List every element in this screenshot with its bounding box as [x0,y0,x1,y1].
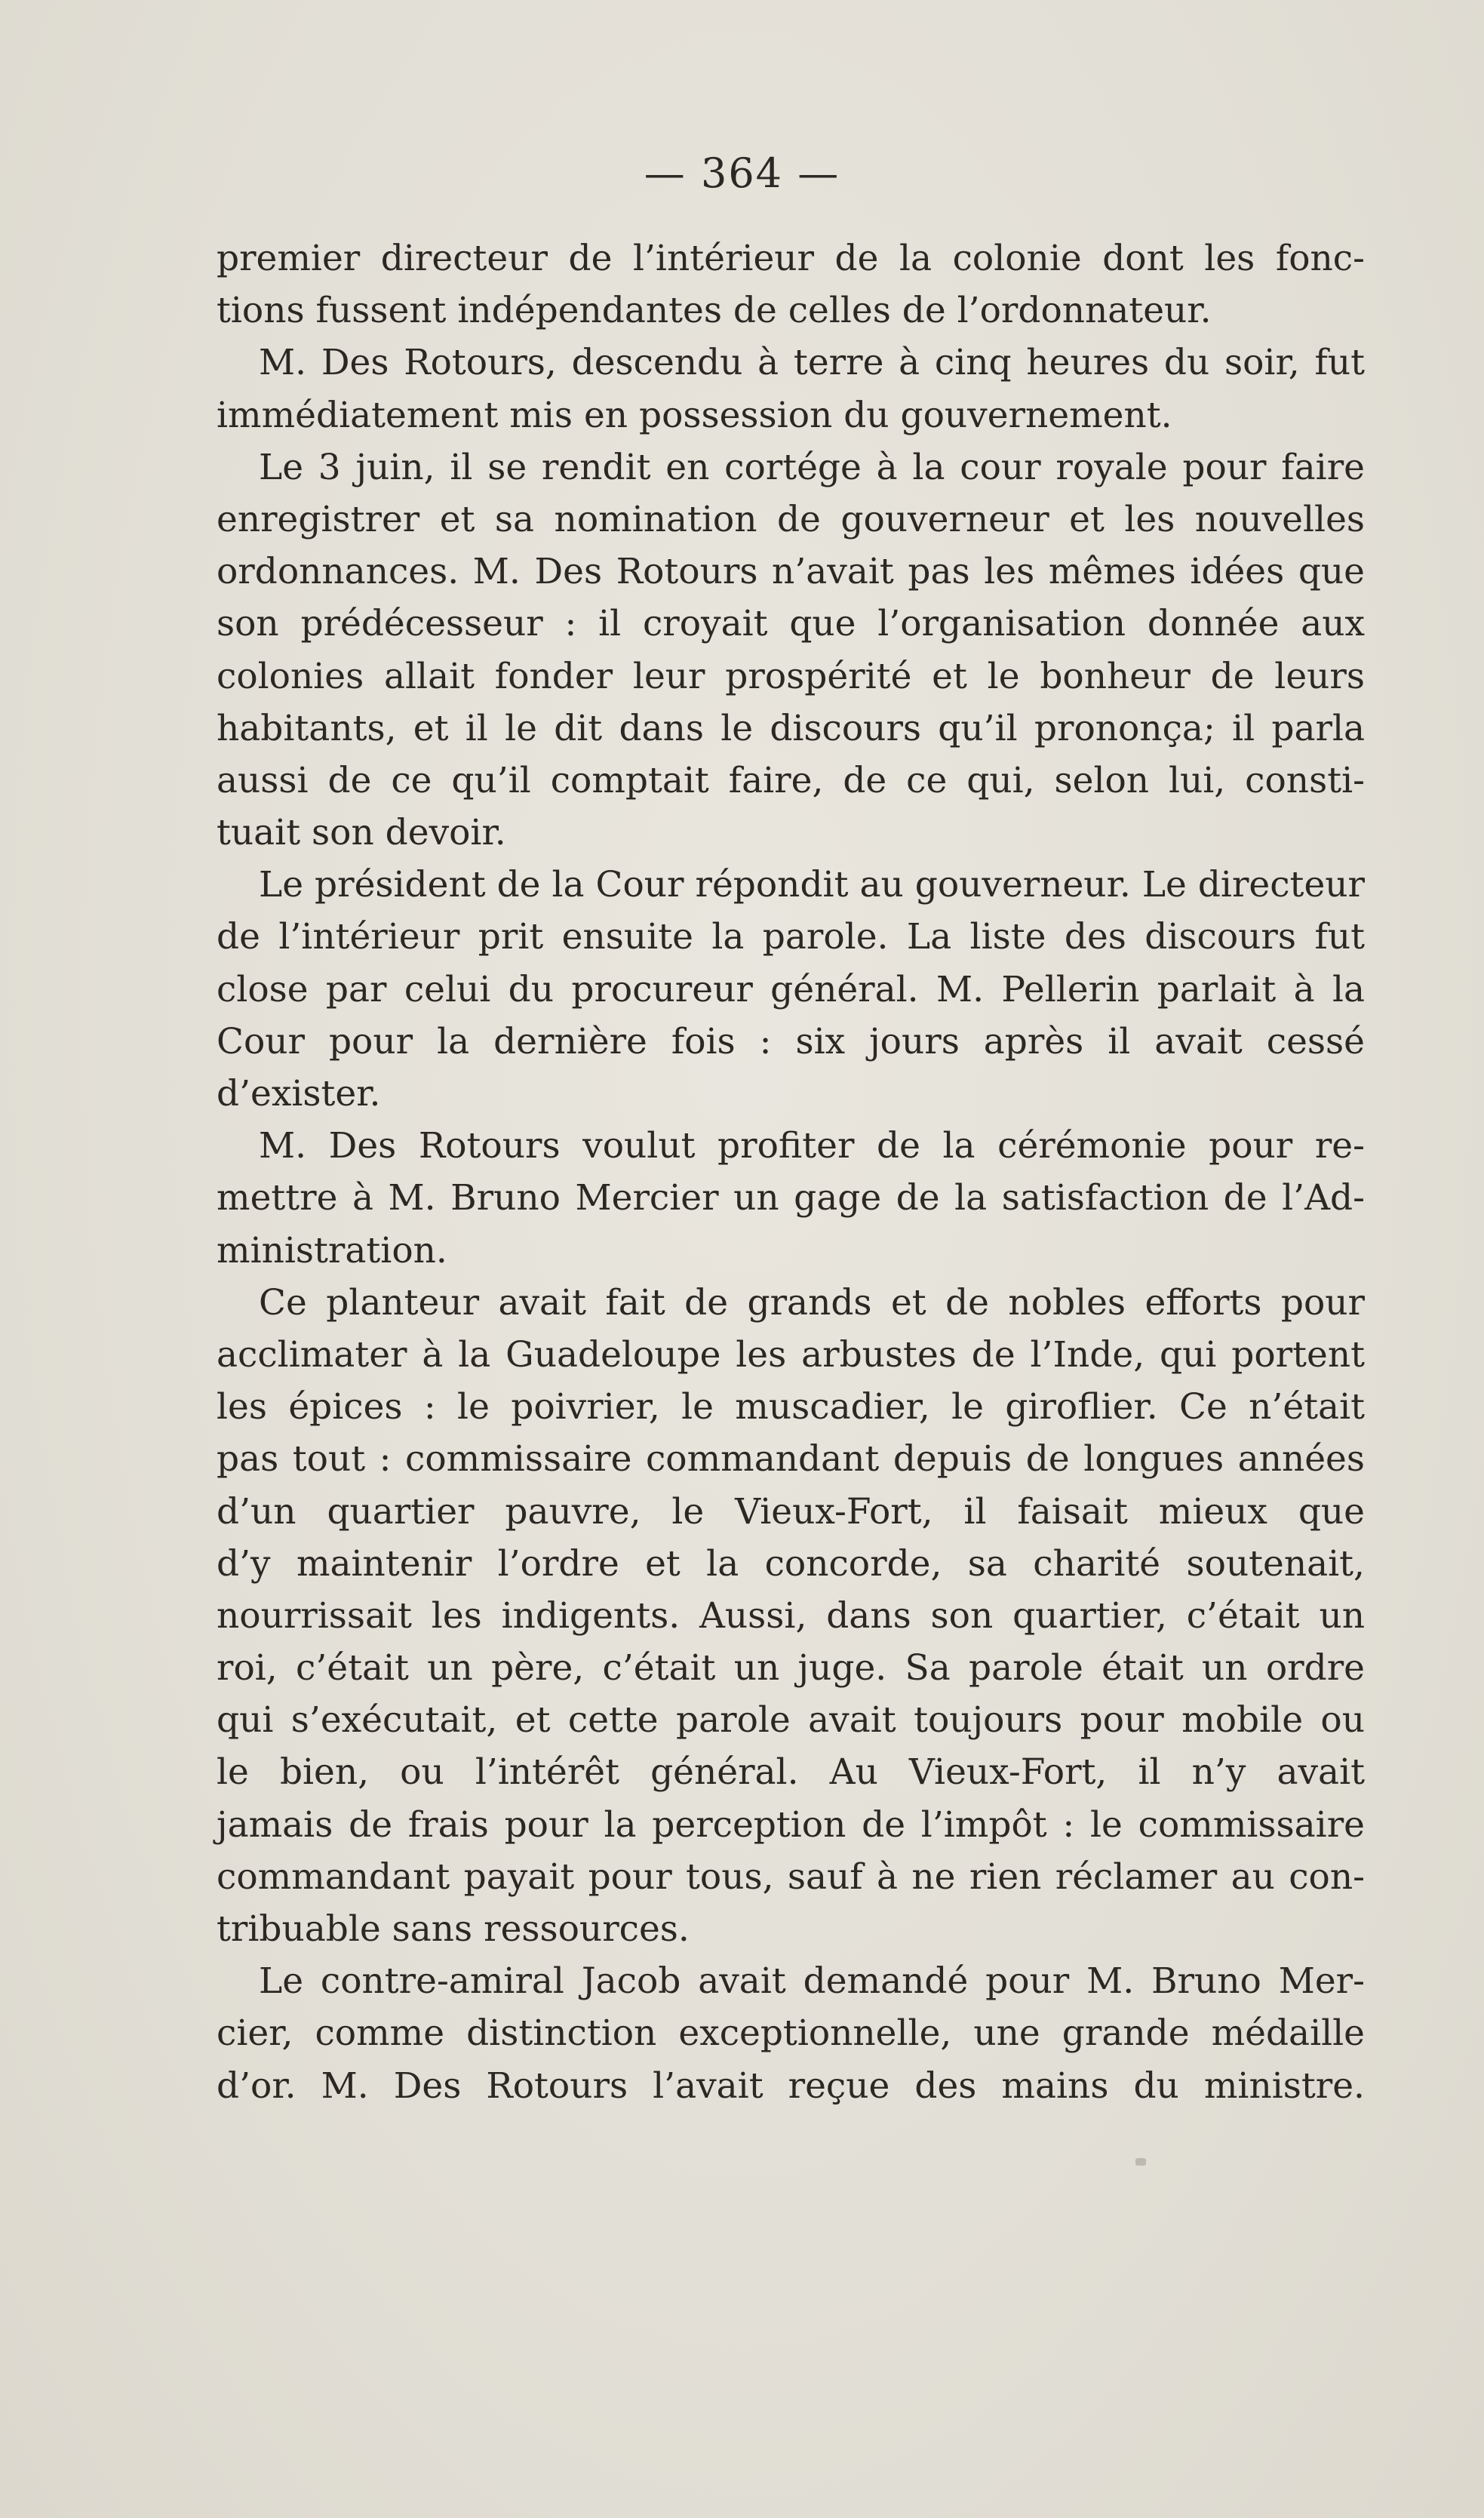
ink-speck [1135,2158,1146,2166]
text-line: habitants, et il le dit dans le discours qu’il prononça; il parla [217,707,1365,749]
text-line: son prédécesseur : il croyait que l’organisation donnée aux [217,603,1365,645]
text-line: ordonnances. M. Des Rotours n’avait pas les mêmes idées que [217,551,1365,593]
text-line: jamais de frais pour la perception de l’impôt : le commissaire [217,1803,1365,1846]
text-line: aussi de ce qu’il comptait faire, de ce qui, selon lui, consti- [217,759,1365,801]
text-line: Le président de la Cour répondit au gouverneur. Le directeur [259,864,1365,906]
text-line: tions fussent indépendantes de celles de l’ordonnateur. [217,290,1212,332]
text-line: les épices : le poivrier, le muscadier, le giroflier. Ce n’était [217,1386,1365,1428]
text-line: Cour pour la dernière fois : six jours après il avait cessé [217,1020,1365,1062]
text-line: le bien, ou l’intérêt général. Au Vieux-Fort, il n’y avait [217,1751,1365,1794]
text-line: Ce planteur avait fait de grands et de nobles efforts pour [259,1281,1365,1324]
text-line: Le 3 juin, il se rendit en cortége à la cour royale pour faire [259,446,1365,488]
text-line: enregistrer et sa nomination de gouverneur et les nouvelles [217,498,1365,540]
text-line: Le contre-amiral Jacob avait demandé pour M. Bruno Mer- [259,1960,1365,2003]
text-line: qui s’exécutait, et cette parole avait toujours pour mobile ou [217,1699,1365,1742]
text-line: tuait son devoir. [217,812,506,854]
text-line: de l’intérieur prit ensuite la parole. La liste des discours fut [217,916,1365,958]
text-line: immédiatement mis en possession du gouvernement. [217,394,1172,436]
text-line: M. Des Rotours, descendu à terre à cinq heures du soir, fut [259,342,1365,384]
text-line: mettre à M. Bruno Mercier un gage de la satisfaction de l’Ad- [217,1177,1365,1219]
text-line: d’un quartier pauvre, le Vieux-Fort, il faisait mieux que [217,1490,1365,1533]
text-line: colonies allait fonder leur prospérité et le bonheur de leurs [217,655,1365,697]
text-line: premier directeur de l’intérieur de la colonie dont les fonc- [217,238,1365,279]
text-line: d’y maintenir l’ordre et la concorde, sa charité soutenait, [217,1542,1365,1585]
text-line: ministration. [217,1229,447,1271]
text-line: d’or. M. Des Rotours l’avait reçue des mains du ministre. [217,2065,1365,2107]
text-line: close par celui du procureur général. M. Pellerin parlait à la [217,968,1365,1010]
body-text [217,232,1365,2112]
text-line: nourrissait les indigents. Aussi, dans son quartier, c’était un [217,1594,1365,1637]
text-line: M. Des Rotours voulut profiter de la cérémonie pour re- [259,1125,1365,1167]
page-number: — 364 — [644,149,840,197]
text-line: roi, c’était un père, c’était un juge. Sa parole était un ordre [217,1647,1365,1689]
text-line: pas tout : commissaire commandant depuis de longues années [217,1438,1365,1480]
text-line: commandant payait pour tous, sauf à ne rien réclamer au con- [217,1855,1365,1898]
text-line: cier, comme distinction exceptionnelle, une grande médaille [217,2012,1365,2055]
text-line: d’exister. [217,1073,381,1114]
text-line: tribuable sans ressources. [217,1908,690,1950]
text-line: acclimater à la Guadeloupe les arbustes de l’Inde, qui portent [217,1333,1365,1376]
